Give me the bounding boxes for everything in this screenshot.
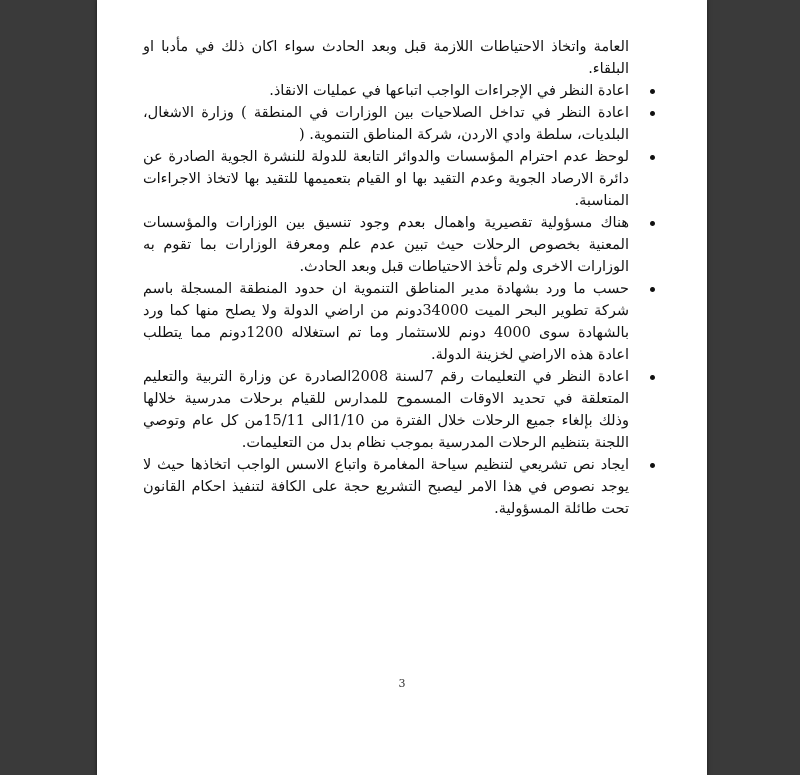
page-number: 3 — [398, 677, 406, 690]
intro-paragraph: العامة واتخاذ الاحتياطات اللازمة قبل وبعد الحادث سواء اكان ذلك في مأدبا او البلقاء. — [143, 39, 629, 77]
bullet-icon — [650, 89, 655, 94]
bullet-icon — [650, 155, 655, 160]
list-item — [143, 80, 661, 102]
list-item — [143, 366, 661, 454]
list-item-text: اعادة النظر في تداخل الصلاحيات بين الوزارات في المنطقة ) وزارة الاشغال، البلديات، سلطة وادي الاردن، شركة المناطق التنموية. ( — [143, 105, 629, 143]
list-item — [143, 102, 661, 146]
document-page — [97, 0, 707, 775]
list-item-text: هناك مسؤولية تقصيرية واهمال بعدم وجود تنسيق بين الوزارات والمؤسسات المعنية بخصوص الرحلات حيث تبين عدم علم ومعرفة الوزارات بما تقوم به الوزارات الاخرى ولم تأخذ الاحتياطات قبل وبعد الحادث. — [143, 215, 629, 275]
list-item — [143, 212, 661, 278]
bullet-icon — [650, 375, 655, 380]
page-content — [143, 36, 661, 520]
list-item — [143, 146, 661, 212]
list-item-text: لوحظ عدم احترام المؤسسات والدوائر التابعة للدولة للنشرة الجوية الصادرة عن دائرة الارصاد الجوية وعدم التقيد بها او القيام بتعميمها للتقيد بها لاتخاذ الاجراءات المناسبة. — [143, 149, 629, 209]
list-item — [143, 454, 661, 520]
bullet-icon — [650, 287, 655, 292]
bullet-icon — [650, 463, 655, 468]
bullet-icon — [650, 111, 655, 116]
list-item-text: حسب ما ورد بشهادة مدير المناطق التنموية ان حدود المنطقة المسجلة باسم شركة تطوير البحر الميت 34000دونم من اراضي الدولة ولا يصلح منها كما ورد بالشهادة سوى 4000 دونم للاستثمار وما تم استغلاله 1200دونم مما يتطلب اعادة هذه الاراضي لخزينة الدولة. — [143, 281, 630, 363]
list-item-text: ايجاد نص تشريعي لتنظيم سياحة المغامرة واتباع الاسس الواجب اتخاذها حيث لا يوجد نصوص في هذا الامر ليصبح التشريع حجة على الكافة لتنفيذ احكام القانون تحت طائلة المسؤولية. — [143, 457, 629, 517]
bullet-icon — [650, 221, 655, 226]
list-item-text: اعادة النظر في التعليمات رقم 7لسنة 2008الصادرة عن وزارة التربية والتعليم المتعلقة في تحديد الاوقات المسموح للمدارس للقيام برحلات مدرسية خلالها وذلك بإلغاء جميع الرحلات خلال الفترة من 1/10الى 15/11من كل عام وتوصي اللجنة بتنظيم الرحلات المدرسية بموجب نظام بدل من التعليمات. — [143, 369, 629, 451]
list-item-text: اعادة النظر في الإجراءات الواجب اتباعها في عمليات الانقاذ. — [269, 83, 629, 99]
list-item — [143, 278, 661, 366]
